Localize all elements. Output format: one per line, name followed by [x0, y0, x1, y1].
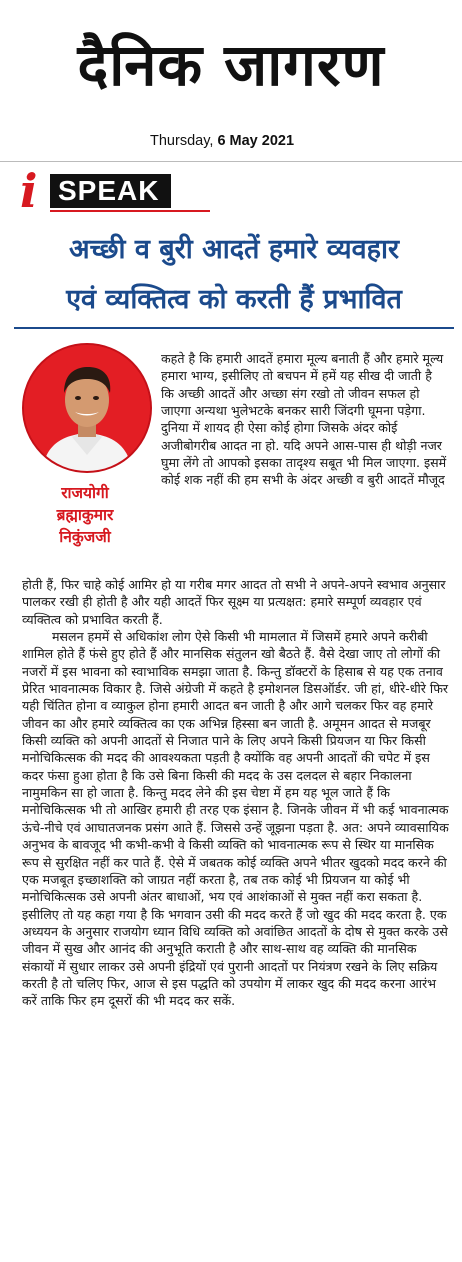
masthead-title: दैनिक जागरण: [77, 31, 385, 99]
dateline: [150, 133, 410, 149]
author-line-3: निकुंजजी: [59, 528, 111, 546]
dateline-date: 6 May 2021: [217, 133, 295, 149]
article-lead-continued: होती हैं, फिर चाहे कोई आमिर हो या गरीब मगर आदत तो सभी ने अपने-अपने स्वभाव अनुसार पालकर रखी ही होती है और यही आदतें फिर सूक्ष्म या प्रत्यक्षत: हमारे सम्पूर्ण व्यवहार एवं व्यक्तित्व को प्रभावित करती हैं.: [22, 577, 446, 627]
headline-divider: [14, 327, 454, 329]
portrait-photo-icon: [24, 345, 150, 471]
section-badge: [20, 164, 190, 218]
author-name: [20, 482, 150, 548]
section-underline: [50, 210, 210, 212]
headline: [14, 225, 454, 325]
headline-line-1: अच्छी व बुरी आदतें हमारे व्यवहार: [68, 234, 400, 265]
article-lead-text: कहते है कि हमारी आदतें हमारा मूल्य बनाती हैं और हमारे मूल्य हमारा भाग्य, इसीलिए तो बचपन में हमें यह सीख दी जाती है कि अच्छी आदतें और अच्छा संग रखो तो जीवन सफल हो जाएगा अन्यथा भुलेभटके बनकर सारी जिंदगी घूमना पड़ेगा. दुनिया में शायद ही ऐसा कोई होगा जिसके अंदर कोई अजीबोगरीब आदत ना हो. यदि अपने आस-पास ही थोड़ी नजर घुमा लेंगे तो आपको इसका तादृश्य सबूत भी मिल जाएगा. इसमें कोई शक नहीं की हम सभी के अंदर अच्छी व बुरी आदतें मौजूद: [161, 351, 447, 488]
author-photo: [22, 343, 152, 473]
author-line-2: ब्रह्माकुमार: [56, 506, 114, 524]
article-body: [22, 576, 452, 1010]
dateline-day: Thursday,: [150, 133, 214, 149]
article-lead: [161, 350, 447, 489]
section-label: SPEAK: [50, 174, 171, 208]
headline-line-2: एवं व्यक्तित्व को करती हैं प्रभावित: [66, 284, 402, 315]
author-line-1: राजयोगी: [61, 484, 109, 502]
top-divider: [0, 161, 462, 162]
article-paragraph-2: मसलन हममें से अधिकांश लोग ऐसे किसी भी मामलात में जिसमें हमारे अपने करीबी शामिल होते हैं फंसे हुए होते हैं और मानसिक संतुलन खो बैठते हैं. वैसे देखा जाए तो लोगों की नजरों में इस भावना को स्वाभाविक समझा जाता है. किन्तु डॉक्टरों के हिसाब से यह एक तनाव प्रेरित भावनात्मक विकार है. जिसे अंग्रेजी में कहते है इमोशनल डिसऑर्डर. जी हां, धीरे-धीरे फिर यही चिंतित होना व व्याकुल होना हमारी आदत बन जाती है और आगे चलकर फिर वह हमारे जीवन का और हमारे व्यक्तित्व का एक अभिन्न हिस्सा बन जाती है. अमूमन आदत से मजबूर किसी व्यक्ति को अपनी आदतों से निजात पाने के लिए अपने किसी प्रियजन या फिर किसी मनोचिकित्सक की मदद की आवश्यकता पड़ती है क्योंकि वह अपनी आदतों की चपेट में इस कदर फंसा हुआ होता है कि उसे बिना किसी की मदद के उस दलदल से बहार निकालना नामुमकिन सा हो जाता है. किन्तु मदद लेने की इस चेष्टा में हम यह भूल जाते हैं कि मनोचिकित्सक भी तो आखिर हमारी ही तरह एक इंसान है. जिनके जीवन में भी कई भावनात्मक ऊंचे-नीचे एवं आघातजनक प्रसंग आते हैं. जिससे उन्हें जूझना पड़ता है. अत: अपने व्यावसायिक अनुभव के बावजूद भी कभी-कभी वे किसी व्यक्ति को भावनात्मक रूप से स्थिर या मानसिक रूप से सुरक्षित नहीं कर पाते हैं. ऐसे में जबतक कोई व्यक्ति अपने भीतर खुदको मदद करने की एक मजबूत इच्छाशक्ति को जाग्रत नहीं करता है, तब तक कोई भी प्रियजन या कोई भी मनोचिकित्सक उसे अपनी अंतर बाधाओं, भय एवं आशंकाओं से मुक्त नहीं करा सकता है. इसीलिए तो यह कहा गया है कि भगवान उसी की मदद करते हैं जो खुद की मदद करता है. एक अध्ययन के अनुसार राजयोग ध्यान विधि व्यक्ति को अवांछित आदतों के दोष से मुक्त करके उसे जीवन में सुख और आनंद की अनुभूति कराती है और साथ-साथ वह व्यक्ति की मानसिक संकायों में सुधार लाकर उसे अपनी इंद्रियों एवं पुरानी आदतों पर नियंत्रण रखने के लिए सक्रिय करती है तो चलिए फिर, आज से इस पद्धति को उपयोग में लाकर खुद की मदद करना आरंभ करें ताकि फिर हम दूसरों की भी मदद कर सकें.: [22, 629, 449, 1009]
section-mark: i: [20, 164, 38, 218]
